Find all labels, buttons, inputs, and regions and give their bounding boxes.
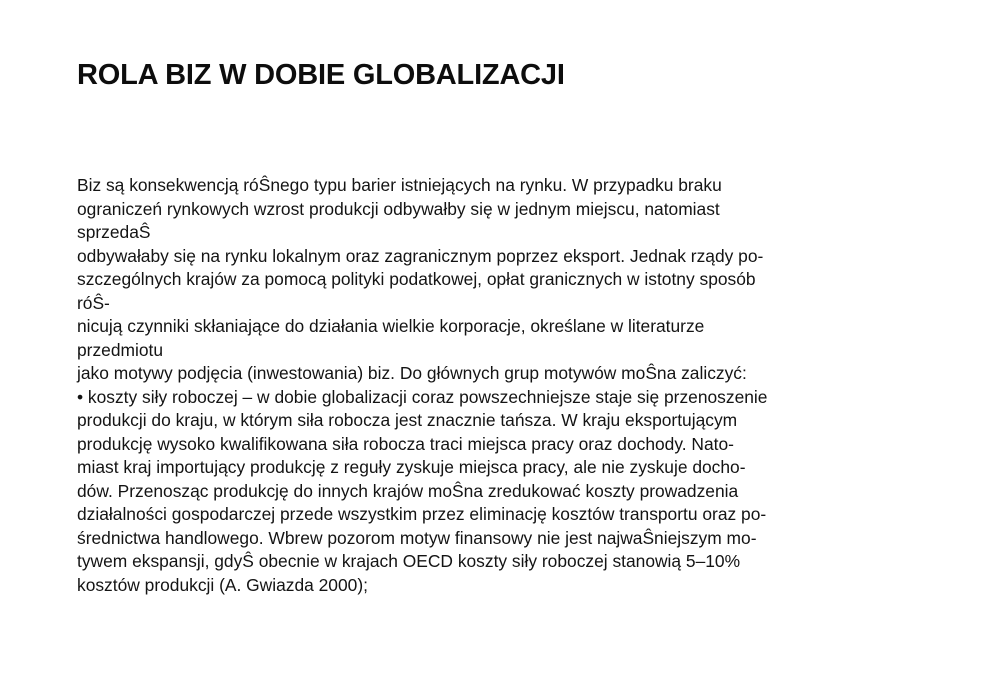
text-line: kosztów produkcji (A. Gwiazda 2000); [77,574,368,595]
text-line: sprzedaŜ [77,222,151,242]
text-line: róŜ- [77,292,110,313]
text-line: dów. Przenosząc produkcję do innych krajów moŜna zredukować koszty prowadzenia [77,480,739,501]
text-line: nicują czynniki skłaniające do działania wielkie korporacje, określane w literaturze [77,316,705,336]
bullet-line: • koszty siły roboczej – w dobie globalizacji coraz powszechniejsze staje się przenoszenie [77,386,768,407]
text-line: Biz są konsekwencją róŜnego typu barier istniejących na rynku. W przypadku braku [77,175,722,195]
text-line: produkcję wysoko kwalifikowana siła robocza traci miejsca pracy oraz dochody. Nato- [77,433,734,454]
document-title: ROLA BIZ W DOBIE GLOBALIZACJI [77,59,565,91]
text-line: miast kraj importujący produkcję z reguły zyskuje miejsca pracy, ale nie zyskuje docho- [77,457,746,477]
text-line: produkcji do kraju, w którym siła robocza jest znacznie tańsza. W kraju eksportującym [77,410,738,430]
text-line: średnictwa handlowego. Wbrew pozorom motyw finansowy nie jest najwaŜniejszym mo- [77,527,757,548]
document-body [77,174,957,597]
text-line: jako motywy podjęcia (inwestowania) biz. Do głównych grup motywów moŜna zaliczyć: [77,363,747,383]
text-line: odbywałaby się na rynku lokalnym oraz zagranicznym poprzez eksport. Jednak rządy po- [77,245,764,266]
text-line: tywem ekspansji, gdyŜ obecnie w krajach OECD koszty siły roboczej stanowią 5–10% [77,551,741,571]
text-line: działalności gospodarczej przede wszystkim przez eliminację kosztów transportu oraz po- [77,504,767,524]
text-line: przedmiotu [77,339,164,360]
text-line: szczególnych krajów za pomocą polityki podatkowej, opłat granicznych w istotny sposób [77,269,756,289]
text-line: ograniczeń rynkowych wzrost produkcji odbywałby się w jednym miejscu, natomiast [77,198,720,219]
